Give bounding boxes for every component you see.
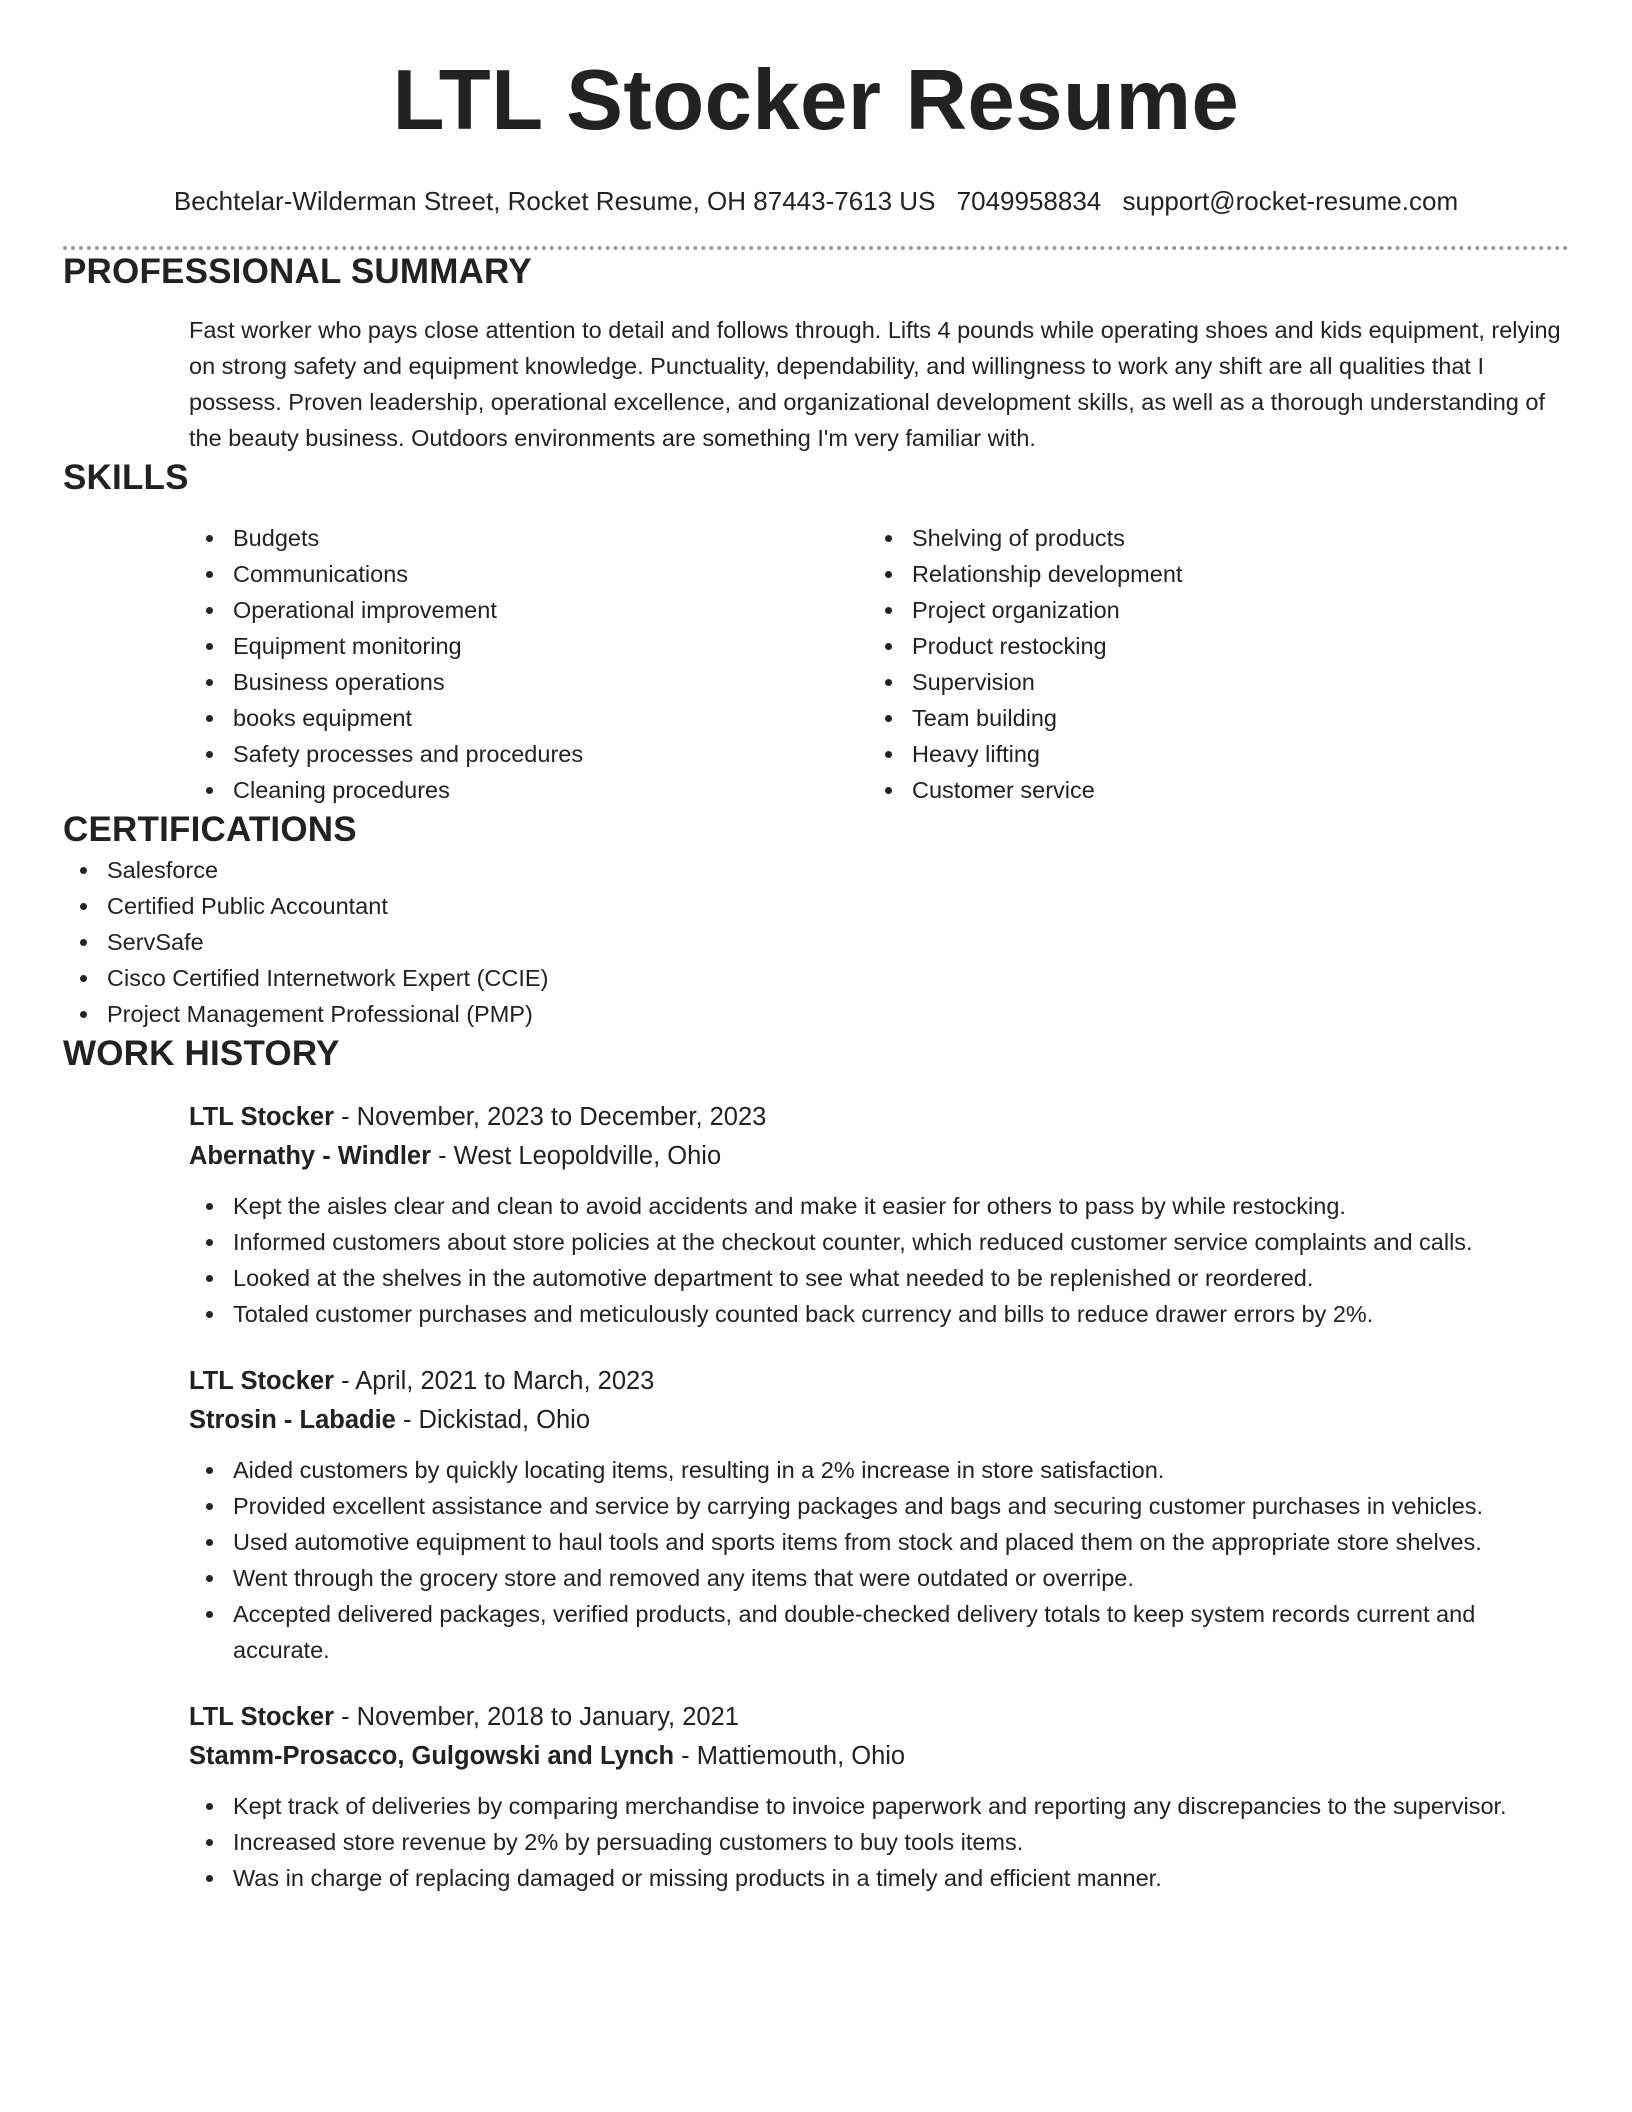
section-heading-summary: PROFESSIONAL SUMMARY bbox=[63, 252, 532, 291]
job-dates: - November, 2023 to December, 2023 bbox=[334, 1103, 767, 1131]
skill-item: Product restocking bbox=[868, 628, 1547, 664]
certification-item: Salesforce bbox=[63, 852, 1569, 888]
work-entry bbox=[189, 1698, 1569, 1896]
summary-text: Fast worker who pays close attention to detail and follows through. Lifts 4 pounds while operating shoes and kids equipment, relying on strong safety and equipment knowledge. Punctuality, dependability, and willingness to work any shift are all qualities that I possess. Proven leadership, operational excellence, and organizational development skills, as well as a thorough understanding of the beauty business. Outdoors environments are something I'm very familiar with. bbox=[189, 317, 1561, 451]
skill-item: Heavy lifting bbox=[868, 736, 1547, 772]
job-company-line bbox=[189, 1137, 1569, 1176]
certification-item: Project Management Professional (PMP) bbox=[63, 996, 1569, 1032]
contact-email: support@rocket-resume.com bbox=[1122, 186, 1459, 216]
job-location: - Mattiemouth, Ohio bbox=[674, 1742, 906, 1770]
job-location: - West Leopoldville, Ohio bbox=[431, 1142, 722, 1170]
page-title: LTL Stocker Resume bbox=[392, 53, 1240, 148]
job-duties-list bbox=[189, 1188, 1569, 1332]
contact-info bbox=[63, 184, 1569, 218]
job-duties-list bbox=[189, 1788, 1569, 1896]
job-duty: Kept track of deliveries by comparing merchandise to invoice paperwork and reporting any discrepancies to the supervisor. bbox=[189, 1788, 1569, 1824]
job-duty: Provided excellent assistance and service by carrying packages and bags and securing customer purchases in vehicles. bbox=[189, 1488, 1569, 1524]
job-duty: Was in charge of replacing damaged or missing products in a timely and efficient manner. bbox=[189, 1860, 1569, 1896]
job-title: LTL Stocker bbox=[189, 1703, 335, 1731]
job-duties-list bbox=[189, 1452, 1569, 1668]
certification-item: Certified Public Accountant bbox=[63, 888, 1569, 924]
skill-item: Cleaning procedures bbox=[189, 772, 868, 808]
job-duty: Used automotive equipment to haul tools and sports items from stock and placed them on the appropriate store shelves. bbox=[189, 1524, 1569, 1560]
skill-item: Team building bbox=[868, 700, 1547, 736]
section-heading-skills: SKILLS bbox=[63, 458, 189, 497]
skill-item: Safety processes and procedures bbox=[189, 736, 868, 772]
certifications-list bbox=[63, 852, 1569, 1032]
work-entry bbox=[189, 1098, 1569, 1332]
job-title-line bbox=[189, 1362, 1569, 1401]
job-title: LTL Stocker bbox=[189, 1103, 335, 1131]
skill-item: Communications bbox=[189, 556, 868, 592]
skill-item: books equipment bbox=[189, 700, 868, 736]
skill-item: Supervision bbox=[868, 664, 1547, 700]
job-duty: Kept the aisles clear and clean to avoid accidents and make it easier for others to pass by while restocking. bbox=[189, 1188, 1569, 1224]
contact-address: Bechtelar-Wilderman Street, Rocket Resume, OH 87443-7613 US bbox=[173, 186, 936, 216]
skill-item: Budgets bbox=[189, 520, 868, 556]
skills-list bbox=[189, 520, 1569, 808]
skill-item: Equipment monitoring bbox=[189, 628, 868, 664]
contact-phone: 7049958834 bbox=[956, 186, 1102, 216]
job-dates: - November, 2018 to January, 2021 bbox=[334, 1703, 739, 1731]
job-duty: Looked at the shelves in the automotive department to see what needed to be replenished or reordered. bbox=[189, 1260, 1569, 1296]
job-dates: - April, 2021 to March, 2023 bbox=[334, 1367, 655, 1395]
certification-item: Cisco Certified Internetwork Expert (CCIE) bbox=[63, 960, 1569, 996]
skill-item: Shelving of products bbox=[868, 520, 1547, 556]
skills-column-right bbox=[868, 520, 1547, 808]
job-title-line bbox=[189, 1698, 1569, 1737]
job-duty: Increased store revenue by 2% by persuading customers to buy tools items. bbox=[189, 1824, 1569, 1860]
skill-item: Operational improvement bbox=[189, 592, 868, 628]
section-heading-certifications: CERTIFICATIONS bbox=[63, 810, 357, 849]
skill-item: Business operations bbox=[189, 664, 868, 700]
certification-item: ServSafe bbox=[63, 924, 1569, 960]
job-duty: Informed customers about store policies at the checkout counter, which reduced customer service complaints and calls. bbox=[189, 1224, 1569, 1260]
skills-column-left bbox=[189, 520, 868, 808]
skill-item: Relationship development bbox=[868, 556, 1547, 592]
section-heading-work-history: WORK HISTORY bbox=[63, 1034, 340, 1073]
job-company-line bbox=[189, 1737, 1569, 1776]
job-duty: Aided customers by quickly locating items, resulting in a 2% increase in store satisfaction. bbox=[189, 1452, 1569, 1488]
job-title: LTL Stocker bbox=[189, 1367, 335, 1395]
job-company-line bbox=[189, 1401, 1569, 1440]
work-entry bbox=[189, 1362, 1569, 1668]
job-duty: Accepted delivered packages, verified products, and double-checked delivery totals to keep system records current and accurate. bbox=[189, 1596, 1569, 1668]
skill-item: Customer service bbox=[868, 772, 1547, 808]
job-company: Stamm-Prosacco, Gulgowski and Lynch bbox=[189, 1742, 675, 1770]
skill-item: Project organization bbox=[868, 592, 1547, 628]
job-company: Abernathy - Windler bbox=[189, 1142, 432, 1170]
job-location: - Dickistad, Ohio bbox=[395, 1406, 591, 1434]
job-duty: Went through the grocery store and removed any items that were outdated or overripe. bbox=[189, 1560, 1569, 1596]
job-company: Strosin - Labadie bbox=[189, 1406, 396, 1434]
job-title-line bbox=[189, 1098, 1569, 1137]
job-duty: Totaled customer purchases and meticulously counted back currency and bills to reduce drawer errors by 2%. bbox=[189, 1296, 1569, 1332]
